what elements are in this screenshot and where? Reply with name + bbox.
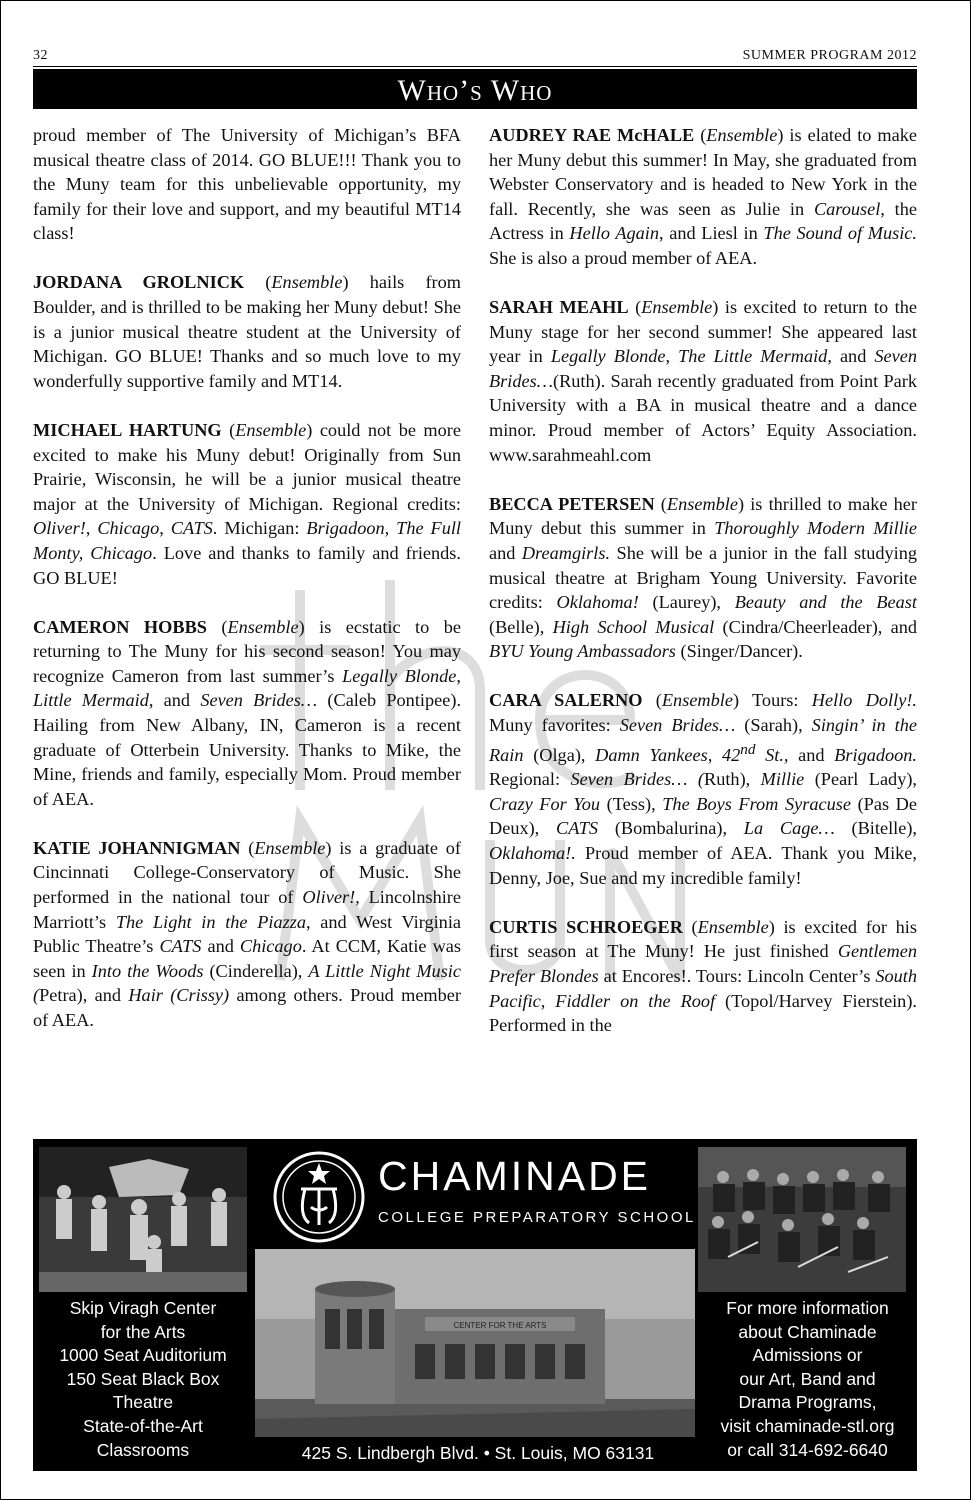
theatre-performance-image — [39, 1147, 247, 1292]
bio-katie-johannigman: KATIE JOHANNIGMAN (Ensemble) is a graduate of Cincinnati College-Conservatory of Music. She performed in the national tour of Oliver!, Lincolnshire Marriott’s The Light in the Piazza, and West Virginia Public Theatre’s CATS and Chicago. At CCM, Katie was seen in Into the Woods (Cinderella), A Little Night Music (Petra), and Hair (Crissy) among others. Proud member of AEA. — [33, 837, 462, 1030]
school-address: 425 S. Lindbergh Blvd. • St. Louis, MO 63131 — [301, 1443, 655, 1463]
bio-name: SARAH MEAHL — [489, 297, 629, 318]
bio-role: Ensemble — [697, 916, 769, 937]
bio-name: CURTIS SCHROEGER — [489, 916, 683, 937]
bio-role: Ensemble — [235, 419, 307, 440]
building-sign: CENTER FOR THE ARTS — [453, 1321, 547, 1330]
bio-continued: proud member of The University of Michigan’s BFA musical theatre class of 2014. GO BLUE!!! Thank you to the Muny team for this unbelievable opportunity, my family for their love and support, and my beautiful MT14 class! — [33, 125, 461, 244]
bio-name: AUDREY RAE McHALE — [489, 125, 695, 145]
chaminade-logo-icon — [271, 1149, 367, 1245]
right-column — [489, 123, 917, 1062]
bio-role: Ensemble — [641, 297, 713, 318]
bio-sarah-meahl: SARAH MEAHL (Ensemble) is excited to return to the Muny stage for her second summer! She appeared last year in Legally Blonde, The Little Mermaid, and Seven Brides…(Ruth). Sarah recently graduated from Point Park University with a BA in musical theatre and a dance minor. Proud member of Actors’ Equity Association. www.sarahmeahl.com — [489, 297, 918, 465]
admissions-info: For more information about Chaminade Admissions or our Art, Band and Drama Programs, visit chaminade-stl.org or call 314-692-6640 — [720, 1298, 895, 1460]
brand-subtitle: COLLEGE PREPARATORY SCHOOL — [378, 1209, 696, 1226]
theatre-photo — [39, 1147, 247, 1292]
bio-cara-salerno: CARA SALERNO (Ensemble) Tours: Hello Dolly!. Muny favorites: Seven Brides… (Sarah), Singin’ in the Rain (Olga), Damn Yankees, 42nd St., and Brigadoon. Regional: Seven Brides… (Ruth), Millie (Pearl Lady), Crazy For You (Tess), The Boys From Syracuse (Pas De Deux), CATS (Bombalurina), La Cage… (Bitelle), Oklahoma!. Proud member of AEA. Thank you Mike, Denny, Joe, Sue and my incredible family! — [489, 690, 917, 888]
arts-center-building-image — [255, 1249, 695, 1437]
band-photo — [698, 1147, 906, 1292]
bio-role: Ensemble — [661, 690, 733, 711]
header-rule — [33, 66, 917, 67]
brand-name: CHAMINADE — [378, 1153, 652, 1199]
bio-role: Ensemble — [271, 272, 343, 293]
bio-name: CAMERON HOBBS — [33, 616, 207, 637]
band-performance-image — [698, 1147, 906, 1292]
bio-name: MICHAEL HARTUNG — [33, 419, 222, 440]
bio-michael-hartung: MICHAEL HARTUNG (Ensemble) could not be more excited to make his Muny debut! Originally from Sun Prairie, Wisconsin, he will be a junior musical theatre major at the University of Michigan. Regional credits: Oliver!, Chicago, CATS. Michigan: Brigadoon, The Full Monty, Chicago. Love and thanks to family and friends. GO BLUE! — [33, 419, 461, 588]
bio-curtis-schroeger: CURTIS SCHROEGER (Ensemble) is excited for his first season at The Muny! He just finished Gentlemen Prefer Blondes at Encores!. Tours: Lincoln Center’s South Pacific, Fiddler on the Roof (Topol/Harvey Fierstein). Performed in the — [489, 916, 917, 1036]
bio-role: Ensemble — [706, 125, 778, 145]
arts-center-info: Skip Viragh Center for the Arts 1000 Seat Auditorium 150 Seat Black Box Theatre State-of-the-Art Classrooms — [59, 1298, 227, 1460]
bio-name: BECCA PETERSEN — [489, 493, 655, 514]
section-banner: Who’s Who — [33, 69, 917, 109]
bio-name: JORDANA GROLNICK — [33, 272, 245, 293]
bio-audrey-rae-mchale: AUDREY RAE McHALE (Ensemble) is elated to make her Muny debut this summer! In May, she graduated from Webster Conservatory and is headed to New York in the fall. Recently, she was seen as Julie in Carousel, the Actress in Hello Again, and Liesl in The Sound of Music. She is also a proud member of AEA. — [489, 125, 918, 268]
bio-cameron-hobbs: CAMERON HOBBS (Ensemble) is ecstatic to be returning to The Muny for his second season! You may recognize Cameron from last summer’s Legally Blonde, Little Mermaid, and Seven Brides… (Caleb Pontipee). Hailing from New Albany, IN, Cameron is a recent graduate of Otterbein University. Thanks to Mike, the Mine, friends and family, especially Mom. Proud member of AEA. — [33, 616, 462, 809]
bio-jordana-grolnick: JORDANA GROLNICK (Ensemble) hails from Boulder, and is thrilled to be making her Muny debut! She is a junior musical theatre student at the University of Michigan. GO BLUE! Thanks and so much love to my wonderfully supportive family and MT14. — [33, 272, 461, 391]
chaminade-advertisement — [33, 1139, 917, 1471]
bio-name: KATIE JOHANNIGMAN — [33, 837, 241, 858]
bio-becca-petersen: BECCA PETERSEN (Ensemble) is thrilled to make her Muny debut this summer in Thoroughly Modern Millie and Dreamgirls. She will be a junior in the fall studying musical theatre at Brigham Young University. Favorite credits: Oklahoma! (Laurey), Beauty and the Beast (Belle), High School Musical (Cindra/Cheerleader), and BYU Young Ambassadors (Singer/Dancer). — [489, 493, 917, 662]
building-photo — [255, 1249, 695, 1437]
left-column — [33, 123, 461, 1057]
program-title: SUMMER PROGRAM 2012 — [742, 48, 917, 63]
page-number: 32 — [33, 48, 48, 63]
bio-role: Ensemble — [666, 493, 738, 514]
bio-role: Ensemble — [227, 616, 299, 637]
bio-role: Ensemble — [254, 837, 326, 858]
bio-name: CARA SALERNO — [489, 690, 643, 711]
